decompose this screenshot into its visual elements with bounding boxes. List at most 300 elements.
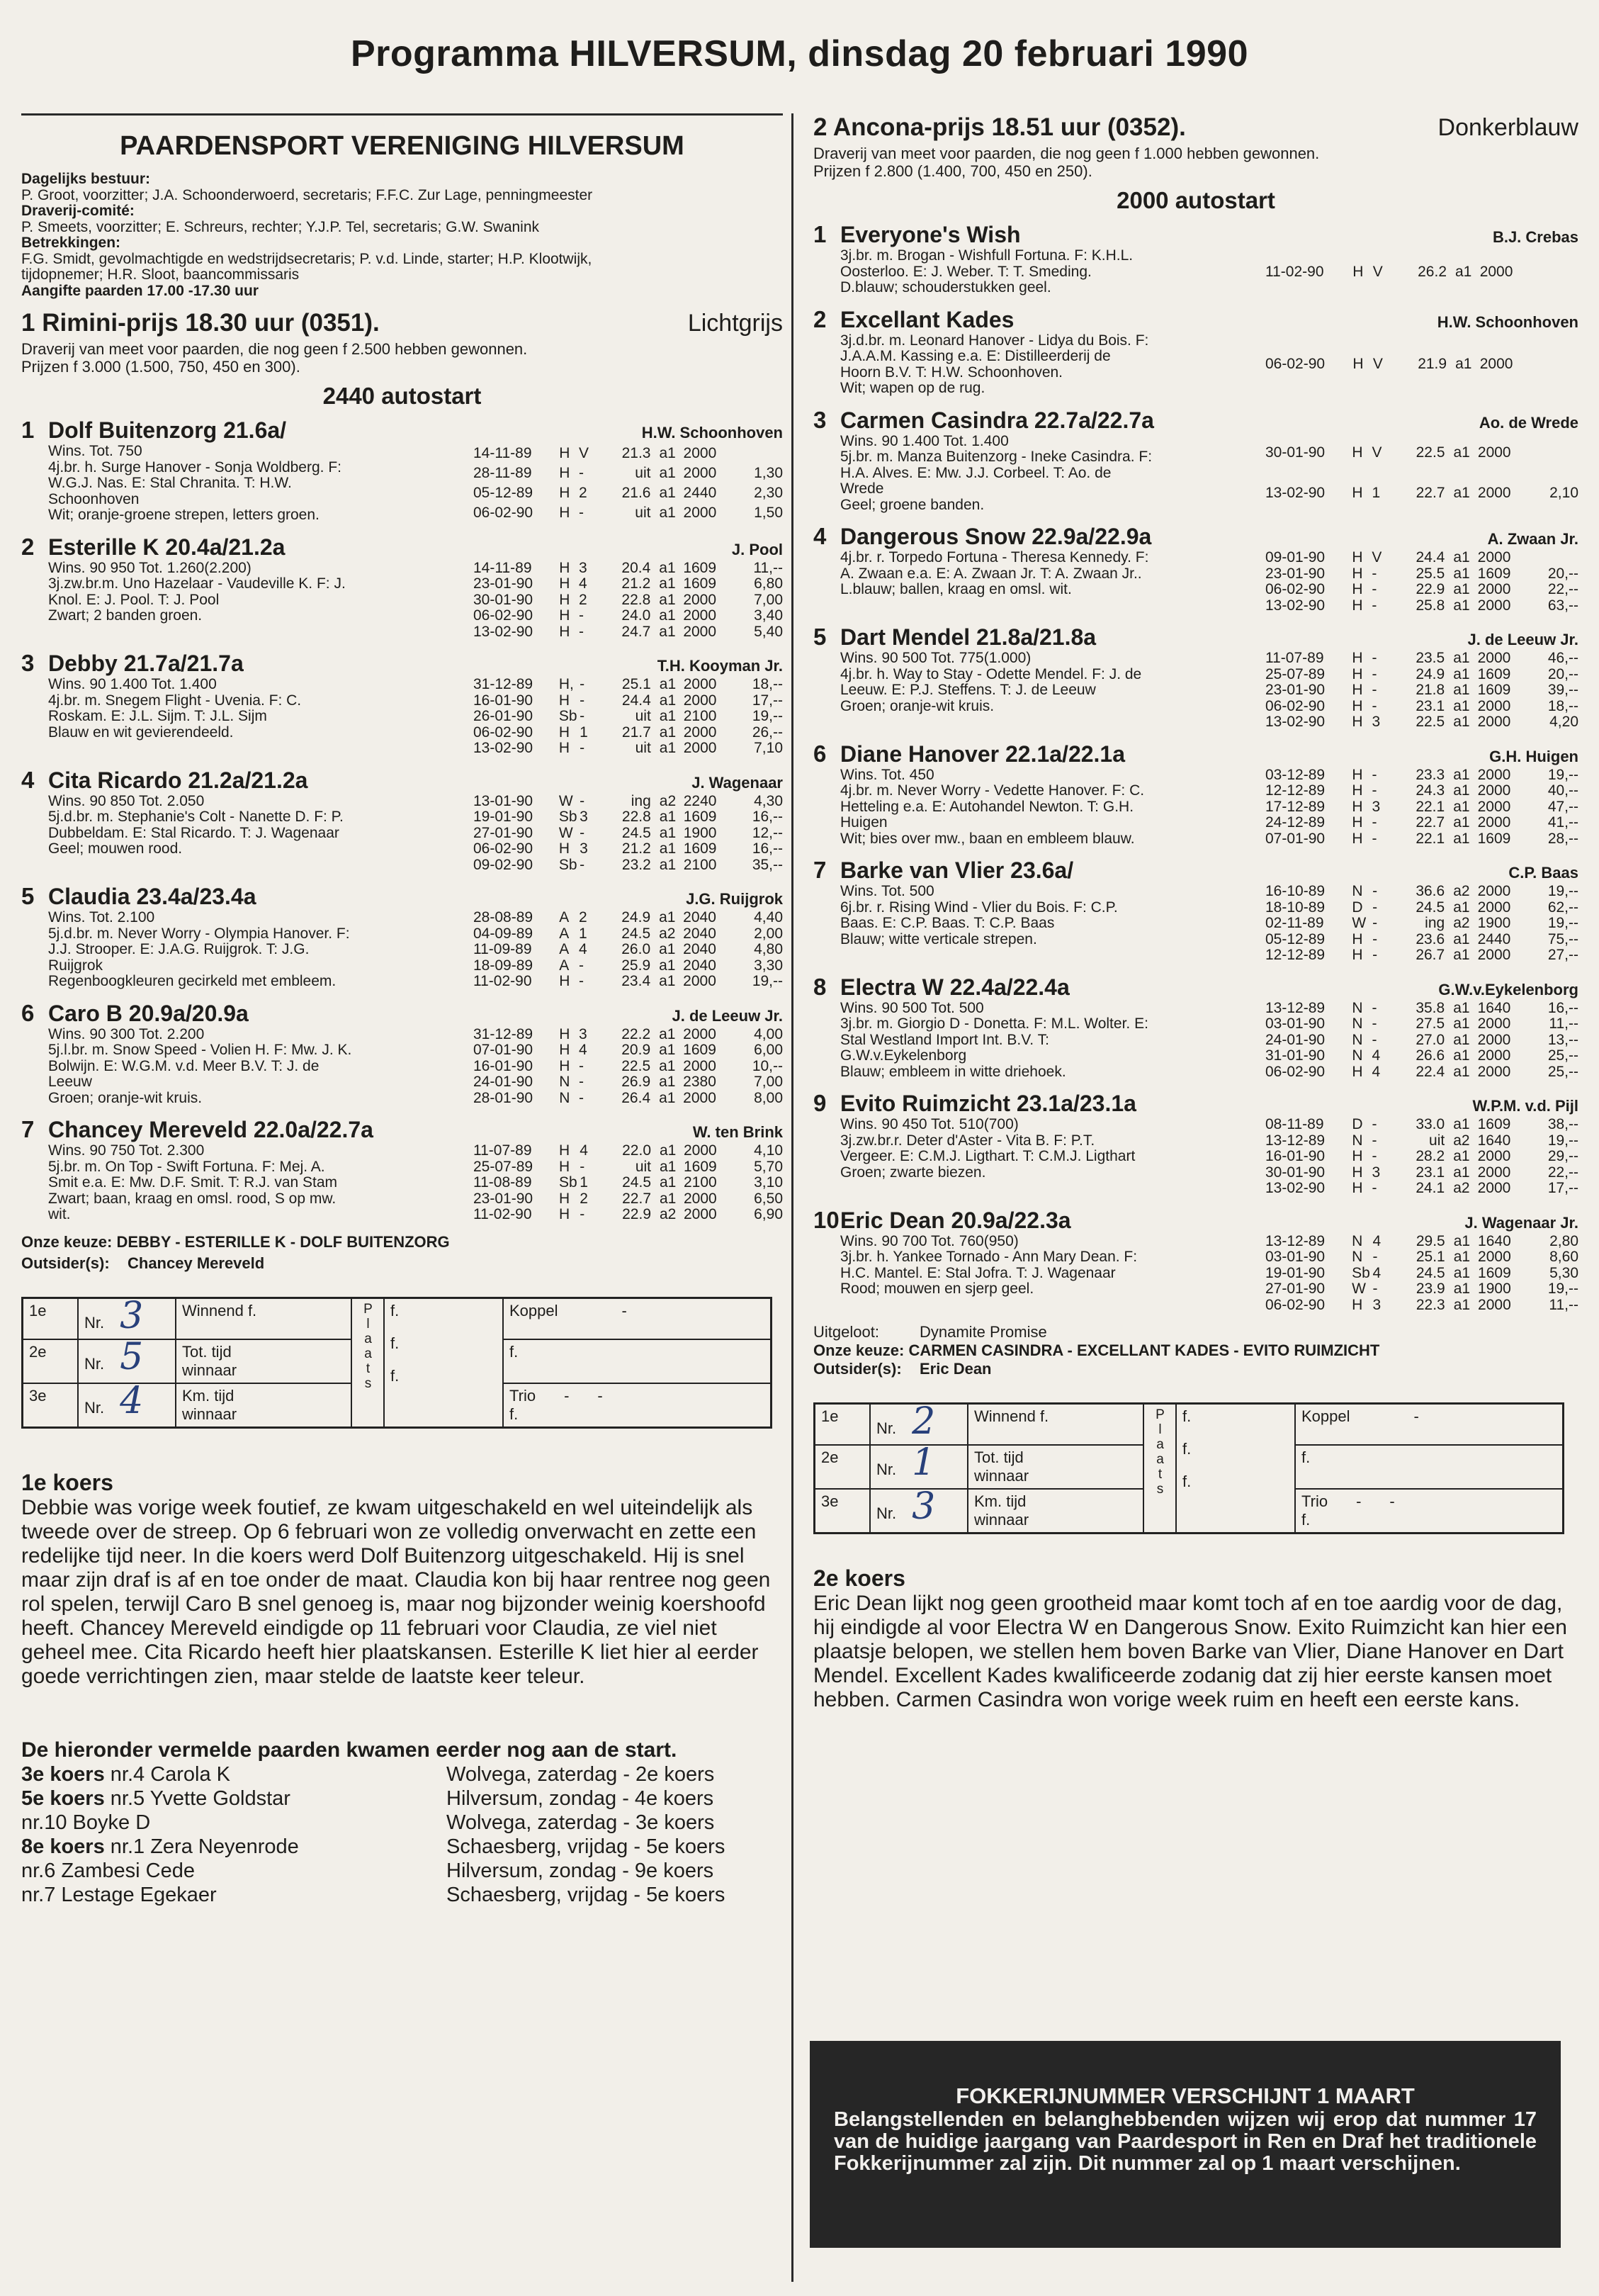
result-track: N [1352,999,1363,1016]
horse-number: 10 [813,1206,840,1233]
result-track: H [558,692,570,709]
result-track: N [1352,1047,1363,1064]
result-distance: 2100 [683,1174,717,1191]
result-row [473,809,783,826]
result-odds: 41,-- [1547,814,1578,831]
result-date: 27-01-90 [1265,1281,1326,1297]
result-time: 22.5 [1416,714,1445,730]
results-table [473,794,783,874]
result-odds: 40,-- [1547,782,1578,799]
trio-row [1301,1492,1556,1511]
result-track: H [1352,581,1363,597]
result-place: - [1372,665,1377,682]
result-distance: 2000 [1477,1063,1511,1080]
result-distance: 2000 [1477,766,1511,783]
result-start: a1 [1453,714,1470,730]
result-track: H, [558,676,574,692]
horse-info-line: W.G.J. Nas. E: Stal Chranita. T: H.W. [48,475,292,491]
koppel-f: f. [1301,1448,1311,1466]
horse-info-line: Wins. 90 500 Tot. 775(1.000) [840,651,1032,666]
divider [21,113,783,116]
result-time: 24.5 [1416,899,1445,916]
result-start: a1 [1453,798,1470,815]
result-date: 13-02-90 [1265,597,1326,614]
result-track: H [1352,1164,1363,1181]
horse-name: Dart Mendel 21.8a/21.8a [840,624,1097,650]
result-time: 22.1 [1416,830,1445,847]
horse-info-line: 6j.br. r. Rising Wind - Vlier du Bois. F: C.P. [840,899,1118,916]
result-odds: 2,80 [1549,1232,1578,1249]
result-time: 24.4 [621,692,651,709]
result-distance: 1900 [1478,1281,1511,1297]
horse-info-line: Ruijgrok [48,957,103,974]
result-odds: 17,-- [752,692,783,709]
result-place: 2 [578,485,587,502]
result-date: 30-01-90 [1265,444,1326,461]
result-date: 06-02-90 [473,724,533,741]
result-place: 3 [1372,798,1381,815]
result-place: 3 [580,840,588,857]
horse-info-line: 5j.l.br. m. Snow Speed - Volien H. F: Mw. J. K. [48,1042,352,1058]
result-place: - [1372,814,1377,831]
result-time: ing [631,792,651,809]
result-date: 09-02-90 [473,856,533,873]
horse-header [21,1116,783,1143]
result-date: 06-02-90 [1265,581,1326,597]
result-row [1265,582,1578,598]
horse-number: 1 [21,417,35,443]
result-date: 11-02-90 [1265,263,1324,280]
admin-line: P. Groot, voorzitter; J.A. Schoonderwoerd, secretaris; F.F.C. Zur Lage, penningmeester [21,186,593,203]
result-row [1265,333,1578,397]
result-place: 4 [1372,1232,1382,1249]
horse-entry [813,523,1578,614]
horse-info-line: Wins. Tot. 450 [840,767,934,783]
result-row [1265,1032,1578,1049]
result-odds: 5,70 [754,1158,783,1175]
horse-info-line: wit. [48,1207,71,1222]
result-time: 26.6 [1416,1047,1445,1064]
horse-body [840,767,1578,848]
result-time: 22.2 [621,1025,651,1042]
koppel-label: Koppel [509,1301,558,1319]
result-date: 13-02-90 [473,623,533,640]
result-start: a1 [660,1174,677,1191]
earlier-starts-title: De hieronder vermelde paarden kwamen eerder nog aan de start. [21,1738,677,1762]
result-row [1265,831,1578,848]
horse-entry [21,650,783,757]
result-time: 22.4 [1416,1063,1445,1080]
result-date: 13-01-90 [473,792,533,809]
result-place: V [1372,356,1383,373]
result-time: 22.5 [621,1057,651,1074]
horse-info [840,1234,1265,1314]
result-start: a1 [1455,263,1472,280]
result-track: H [559,505,570,522]
result-time: 23.1 [1416,697,1445,714]
result-time: uit [635,708,651,724]
result-odds: 5,30 [1549,1264,1578,1281]
result-track: H [558,1206,570,1222]
result-distance: 2000 [1477,814,1511,831]
horse-body [840,248,1578,296]
result-start: a1 [1453,766,1470,783]
horse-trainer: W. ten Brink [692,1123,783,1141]
result-start: a2 [1453,1180,1470,1196]
result-time: 25.9 [621,957,651,974]
grid-nr-label: Nr. [84,1313,105,1332]
earlier-start-venue: Wolvega, zaterdag - 3e koers [446,1811,715,1834]
grid-label: Tot. tijd [974,1448,1024,1466]
trio-dash: - [1356,1492,1362,1510]
result-start: a2 [660,1206,677,1222]
horse-info-line: D.blauw; schouderstukken geel. [840,280,1051,296]
grid-row [23,1298,772,1339]
result-start: a2 [1453,883,1470,899]
result-time: 21.3 [621,444,651,461]
result-start: a2 [659,925,676,942]
result-row [1265,1249,1578,1266]
result-time: 23.6 [1416,930,1445,947]
earlier-start-venue: Hilversum, zondag - 4e koers [446,1786,714,1810]
result-track: Sb [558,1174,577,1191]
plaats-amount-cell [384,1298,503,1427]
outsider-name: Eric Dean [920,1360,992,1378]
result-time: 23.9 [1416,1281,1445,1297]
result-place: - [1372,697,1377,714]
result-distance: 2000 [1477,549,1511,565]
trio-dash: - [1389,1492,1395,1510]
result-date: 17-12-89 [1265,798,1326,815]
result-row [1265,900,1578,916]
result-distance: 2440 [1477,930,1511,947]
koppel-label: Koppel [1301,1407,1350,1425]
plaats-f: f. [1182,1407,1192,1425]
result-track: W [1352,915,1367,931]
race-prizes: Prijzen f 2.800 (1.400, 700, 450 en 250). [813,162,1092,180]
result-distance: 2000 [1477,1148,1511,1164]
result-odds: 6,50 [754,1190,783,1207]
result-start: a1 [1453,1264,1471,1281]
horse-name: Barke van Vlier 23.6a/ [840,857,1074,883]
plaats-label [351,1298,384,1427]
result-row [473,974,783,990]
horse-list [21,417,783,1223]
horse-name: Chancey Mereveld 22.0a/22.7a [48,1117,373,1142]
horse-name: Cita Ricardo 21.2a/21.2a [48,767,308,793]
earlier-start-name: nr.10 Boyke D [21,1811,151,1834]
earlier-start-name: nr.7 Lestage Egekaer [21,1883,217,1906]
result-row [473,624,783,641]
result-place: - [1372,766,1377,783]
result-distance: 2000 [1479,356,1513,373]
result-odds: 16,-- [1547,999,1578,1016]
horse-info-line: 3j.br. h. Yankee Tornado - Ann Mary Dean. F: [840,1249,1138,1265]
result-row [473,958,783,974]
horse-info-line: Blauw; embleem in witte driehoek. [840,1064,1066,1080]
result-start: a1 [659,575,676,592]
result-start: a1 [1453,1281,1471,1297]
result-odds: 19,-- [1547,883,1578,899]
result-start: a2 [1453,1132,1470,1149]
result-row [1265,1298,1578,1314]
page-title: Programma HILVERSUM, dinsdag 20 februari 1990 [350,33,1249,74]
result-time: 21.9 [1418,356,1447,373]
handwritten-number: 3 [120,1294,144,1337]
horse-body [840,884,1578,964]
outsiders: Outsider(s): Chancey Mereveld [21,1254,265,1272]
horse-number: 4 [21,766,35,793]
result-row [1265,767,1578,784]
trio-label: Trio [1301,1492,1328,1510]
result-row [1265,1281,1578,1298]
result-distance: 2000 [683,692,717,709]
trio-f: f. [1301,1511,1311,1529]
result-track: H [559,1057,570,1074]
horse-header [813,624,1578,651]
grid-nr-label: Nr. [84,1398,105,1417]
result-time: 24.4 [1416,549,1445,565]
result-start: a1 [659,505,676,522]
result-time: 28.2 [1416,1148,1445,1164]
grid-nr-label: Nr. [84,1354,105,1373]
grid-position: 2e [815,1445,871,1489]
horse-trainer: G.W.v.Eykelenborg [1438,980,1578,998]
plaats-f: f. [1182,1473,1192,1490]
result-odds: 20,-- [1547,665,1578,682]
result-odds: 10,-- [752,1057,783,1074]
horse-info-line: A. Zwaan e.a. E: A. Zwaan Jr. T: A. Zwaan Jr.. [840,565,1142,582]
result-time: 22.7 [1416,484,1445,501]
result-date: 28-01-90 [473,1089,533,1106]
result-distance: 2000 [1478,1249,1511,1265]
result-date: 13-12-89 [1265,1232,1326,1249]
result-date: 07-01-90 [1265,830,1326,847]
result-place: - [578,957,584,974]
grid-nr-cell [870,1441,968,1489]
result-track: H [558,724,570,741]
result-time: 24.9 [621,909,651,925]
result-distance: 2000 [683,724,717,741]
results-table [1265,651,1578,731]
result-odds: 47,-- [1547,798,1578,815]
result-start: a1 [659,856,677,873]
koppel-cell [503,1298,772,1339]
race-title: 2 Ancona-prijs 18.51 uur (0352). [813,113,1186,141]
result-distance: 1609 [1477,830,1511,847]
result-date: 25-07-89 [473,1158,533,1175]
result-time: uit [635,505,651,522]
withdrawn-name: Dynamite Promise [920,1323,1047,1341]
result-place: - [578,464,584,481]
horse-info-line: 5j.d.br. m. Never Worry - Olympia Hanover. F: [48,925,350,942]
result-time: 22.3 [1416,1296,1445,1313]
race-description [813,145,1578,180]
result-distance: 2040 [683,909,716,925]
earlier-start-row [21,1811,783,1835]
horse-info-line: 3j.zw.br.m. Uno Hazelaar - Vaudeville K. F: J. [48,576,346,592]
column-divider [791,113,793,2282]
result-track: H [559,1042,570,1058]
result-date: 30-01-90 [473,591,533,608]
result-odds: 28,-- [1547,830,1578,847]
horse-entry [813,974,1578,1081]
result-time: 22.0 [622,1142,651,1159]
result-date: 31-01-90 [1265,1047,1326,1064]
result-odds: 75,-- [1547,930,1578,947]
result-place: - [578,1074,584,1090]
result-date: 26-01-90 [473,708,533,724]
result-row [473,576,783,592]
result-place: - [580,676,585,692]
result-odds: 4,20 [1549,714,1578,730]
result-distance: 2000 [683,676,717,692]
result-place: 4 [580,1142,588,1159]
result-time: 35.8 [1416,999,1445,1016]
horse-body [48,677,783,757]
result-track: H [1352,356,1364,373]
result-odds: 19,-- [1547,1132,1578,1149]
horse-info-line: 4j.br. m. Never Worry - Vedette Hanover. F: C. [840,783,1145,799]
horse-body [840,550,1578,614]
result-row [473,1059,783,1075]
result-date: 27-01-90 [473,824,533,841]
result-place: 2 [578,909,587,925]
result-start: a1 [659,824,677,841]
result-time: ing [1425,915,1445,931]
horse-info-line: Wins. Tot. 750 [48,444,142,459]
result-date: 13-02-90 [473,740,533,756]
horse-header [21,650,783,677]
horse-info-line: 4j.br. h. Surge Hanover - Sonja Woldberg. F: [48,459,341,475]
result-row [473,1091,783,1107]
result-place: - [580,792,585,809]
result-row [473,463,783,483]
result-place: - [1372,999,1377,1016]
result-start: a1 [1453,1015,1470,1032]
horse-info-line: Groen; zwarte biezen. [840,1164,986,1181]
result-track: W [558,792,573,809]
horse-entry [813,741,1578,848]
result-row [1265,699,1578,715]
horse-info-line: Bolwijn. E: W.G.M. v.d. Meer B.V. T: J. de [48,1058,320,1074]
result-track: H [1352,766,1363,783]
result-start: a1 [659,464,676,481]
results-table [1265,1001,1578,1081]
grid-position: 1e [23,1298,79,1339]
horse-info-line: 3j.zw.br.r. Deter d'Aster - Vita B. F: P.T. [840,1132,1095,1149]
result-place: 4 [578,941,587,957]
result-track: H [558,1158,570,1175]
trio-dash: - [597,1386,603,1405]
result-odds [1527,248,1578,296]
result-place: - [578,973,584,989]
result-odds: 1,50 [754,505,783,522]
result-place: 3 [1372,714,1381,730]
result-odds: 19,-- [1547,915,1578,931]
horse-header [813,1090,1578,1117]
result-odds [1525,550,1578,566]
result-distance: 2000 [1477,484,1511,501]
result-start: a1 [659,1025,676,1042]
horse-body [840,333,1578,397]
result-distance: 2040 [683,941,716,957]
result-track: W [558,824,573,841]
admin-heading: Draverij-comité: [21,203,135,219]
result-distance: 2000 [1477,1015,1511,1032]
result-date: 23-01-90 [1265,565,1326,582]
result-odds: 46,-- [1547,650,1578,666]
result-start: a1 [1453,597,1470,614]
result-row [473,1027,783,1043]
result-row [1265,947,1578,964]
result-place: V [1372,549,1382,565]
result-date: 09-01-90 [1265,549,1326,565]
horse-info-line: Hoorn B.V. T: H.W. Schoonhoven. [840,364,1063,381]
result-time: 20.9 [621,1042,651,1058]
horse-info-line: 5j.br. m. Manza Buitenzorg - Ineke Casindra. F: [840,449,1153,465]
result-time: 22.1 [1416,798,1445,815]
result-row [473,942,783,958]
result-date: 16-01-90 [473,1057,533,1074]
result-distance: 2100 [683,856,717,873]
result-start: a1 [1453,899,1470,916]
result-start: a1 [659,708,677,724]
horse-info-line: Baas. E: C.P. Baas. T: C.P. Baas [840,916,1055,931]
result-row [1265,1149,1578,1165]
result-odds [1527,333,1578,397]
grid-label-sub: winnaar [182,1361,237,1379]
result-distance: 2000 [1478,1296,1511,1313]
koppel-f: f. [509,1342,519,1361]
result-track: H [1352,650,1363,666]
horse-info-line: Blauw; witte verticale strepen. [840,931,1037,947]
result-track: H [559,607,570,624]
result-track: H [1352,484,1363,501]
result-date: 03-01-90 [1265,1015,1326,1032]
result-row [473,483,783,503]
result-row [1265,1016,1578,1032]
result-start: a1 [1453,830,1470,847]
earlier-start-horse [21,1859,446,1883]
result-grid-table [813,1402,1564,1534]
result-distance: 2000 [1477,714,1511,730]
result-place: 4 [1372,1047,1381,1064]
result-time: 23.2 [621,856,651,873]
result-row [473,592,783,609]
result-place: - [1372,782,1377,799]
race-header [813,113,1578,142]
earlier-start-race: 8e koers [21,1835,105,1858]
result-row [1265,566,1578,583]
result-row [1265,1234,1578,1250]
result-start: a1 [659,740,677,756]
result-track: D [1352,899,1363,916]
horse-info [840,248,1265,296]
horse-info-line: G.W.v.Eykelenborg [840,1048,967,1064]
grid-nr-cell [78,1379,176,1428]
result-time: 25.5 [1416,565,1445,582]
horse-info-line: Schoonhoven [48,491,140,507]
result-date: 23-01-90 [473,1190,533,1207]
result-row [473,841,783,857]
result-odds: 5,40 [754,623,783,640]
horse-name: Eric Dean 20.9a/22.3a [840,1207,1071,1233]
admin-heading: Betrekkingen: [21,235,121,251]
grid-label-cell [176,1339,351,1383]
horse-info [840,1117,1265,1197]
earlier-starts-list [21,1762,783,1907]
